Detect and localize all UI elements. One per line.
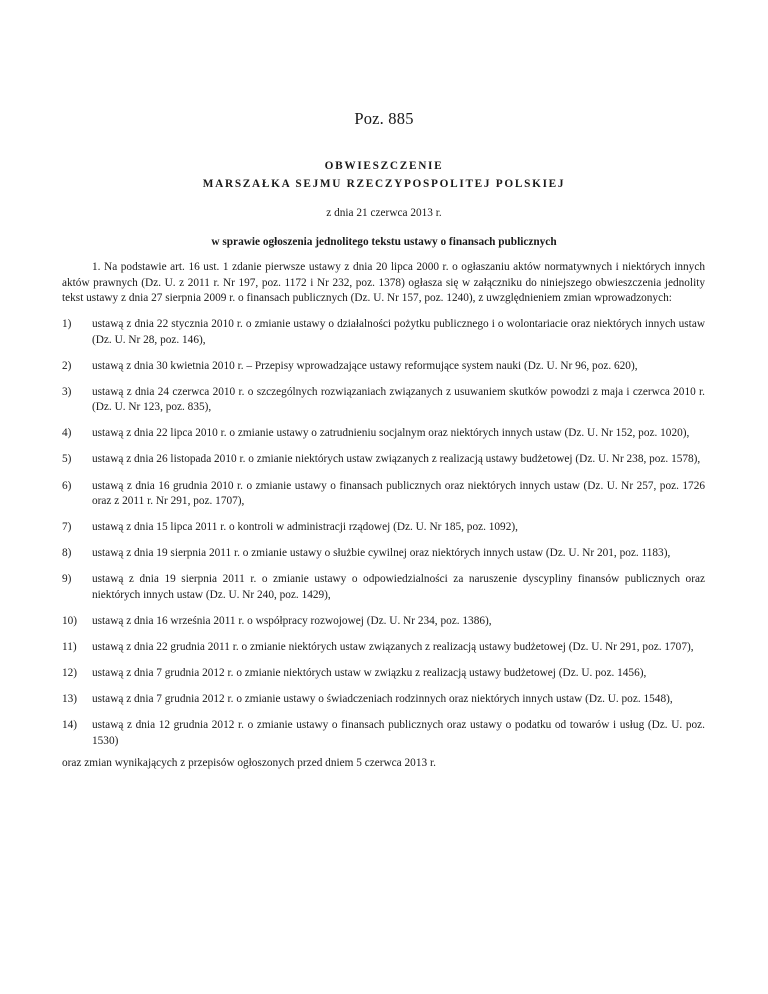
list-item [62, 426, 705, 442]
document-title: OBWIESZCZENIE [324, 160, 444, 172]
item-text: ustawą z dnia 30 kwietnia 2010 r. – Przepisy wprowadzające ustawy reformujące system nauki (Dz. U. Nr 96, poz. 620), [92, 359, 638, 372]
item-number: 7) [62, 521, 72, 534]
document-date: z dnia 21 czerwca 2013 r. [326, 207, 442, 219]
item-text: ustawą z dnia 12 grudnia 2012 r. o zmianie ustawy o finansach publicznych oraz ustawy o podatku od towarów i usług (Dz. U. poz. 1530) [92, 719, 705, 747]
list-item [62, 640, 705, 656]
list-item [62, 666, 705, 682]
item-number: 4) [62, 427, 72, 440]
list-item [62, 452, 705, 468]
item-number: 6) [62, 479, 72, 492]
document-body [62, 260, 705, 772]
closing-paragraph: oraz zmian wynikających z przepisów ogłoszonych przed dniem 5 czerwca 2013 r. [62, 757, 436, 770]
item-text: ustawą z dnia 19 sierpnia 2011 r. o zmianie ustawy o służbie cywilnej oraz niektórych innych ustaw (Dz. U. Nr 201, poz. 1183), [92, 547, 671, 560]
item-text: ustawą z dnia 7 grudnia 2012 r. o zmianie ustawy o świadczeniach rodzinnych oraz niektórych innych ustaw (Dz. U. poz. 1548), [92, 693, 673, 706]
list-item [62, 546, 705, 562]
item-number: 12) [62, 667, 78, 680]
item-number: 5) [62, 453, 72, 466]
item-text: ustawą z dnia 22 grudnia 2011 r. o zmianie niektórych ustaw związanych z realizacją ustawy budżetowej (Dz. U. Nr 291, poz. 1707), [92, 641, 694, 654]
item-text: ustawą z dnia 16 grudnia 2010 r. o zmianie ustawy o finansach publicznych oraz niektórych innych ustaw (Dz. U. Nr 257, poz. 1726 oraz z 2011 r. Nr 291, poz. 1707), [92, 479, 705, 508]
item-text: ustawą z dnia 22 lipca 2010 r. o zmianie ustawy o zatrudnieniu socjalnym oraz niektórych innych ustaw (Dz. U. Nr 152, poz. 1020), [92, 427, 690, 440]
document-subject: w sprawie ogłoszenia jednolitego tekstu ustawy o finansach publicznych [211, 236, 557, 248]
item-number: 14) [62, 719, 78, 732]
item-text: ustawą z dnia 7 grudnia 2012 r. o zmianie niektórych ustaw w związku z realizacją ustawy budżetowej (Dz. U. poz. 1456), [92, 667, 647, 680]
amendments-list [62, 317, 705, 749]
list-item [62, 385, 705, 416]
item-number: 3) [62, 385, 72, 398]
list-item [62, 718, 705, 749]
item-number: 13) [62, 693, 78, 706]
position-number: Poz. 885 [354, 109, 414, 128]
list-item [62, 479, 705, 510]
item-text: ustawą z dnia 16 września 2011 r. o współpracy rozwojowej (Dz. U. Nr 234, poz. 1386), [92, 614, 492, 627]
document-issuer: MARSZAŁKA SEJMU RZECZYPOSPOLITEJ POLSKIEJ [202, 178, 566, 190]
item-text: ustawą z dnia 26 listopada 2010 r. o zmianie niektórych ustaw związanych z realizacją ustawy budżetowej (Dz. U. Nr 238, poz. 1578), [92, 453, 701, 466]
list-item [62, 317, 705, 348]
item-text: ustawą z dnia 19 sierpnia 2011 r. o zmianie ustawy o odpowiedzialności za naruszenie dyscypliny finansów publicznych oraz niektórych innych ustaw (Dz. U. Nr 240, poz. 1429), [92, 573, 705, 601]
list-item [62, 692, 705, 708]
item-text: ustawą z dnia 22 stycznia 2010 r. o zmianie ustawy o działalności pożytku publicznego i o wolontariacie oraz niektórych innych ustaw (Dz. U. Nr 28, poz. 146), [92, 318, 705, 346]
item-text: ustawą z dnia 15 lipca 2011 r. o kontroli w administracji rządowej (Dz. U. Nr 185, poz. 1092), [92, 521, 518, 534]
list-item [62, 614, 705, 630]
item-text: ustawą z dnia 24 czerwca 2010 r. o szczególnych rozwiązaniach związanych z usuwaniem skutków powodzi z maja i czerwca 2010 r. (Dz. U. Nr 123, poz. 835), [92, 385, 705, 414]
list-item [62, 359, 705, 375]
item-number: 10) [62, 614, 78, 627]
item-number: 9) [62, 573, 72, 586]
item-number: 2) [62, 359, 72, 372]
list-item [62, 572, 705, 603]
list-item [62, 520, 705, 536]
item-number: 8) [62, 547, 72, 560]
item-number: 1) [62, 318, 72, 331]
intro-paragraph: 1. Na podstawie art. 16 ust. 1 zdanie pierwsze ustawy z dnia 20 lipca 2000 r. o ogłaszaniu aktów normatywnych i niektórych innych aktów prawnych (Dz. U. z 2011 r. Nr 197, poz. 1172 i Nr 232, poz. 1378) ogłasza się w załączniku do niniejszego obwieszczenia jednolity tekst ustawy z dnia 27 sierpnia 2009 r. o finansach publicznych (Dz. U. Nr 157, poz. 1240), z uwzględnieniem zmian wprowadzonych: [62, 261, 705, 304]
item-number: 11) [62, 641, 77, 654]
